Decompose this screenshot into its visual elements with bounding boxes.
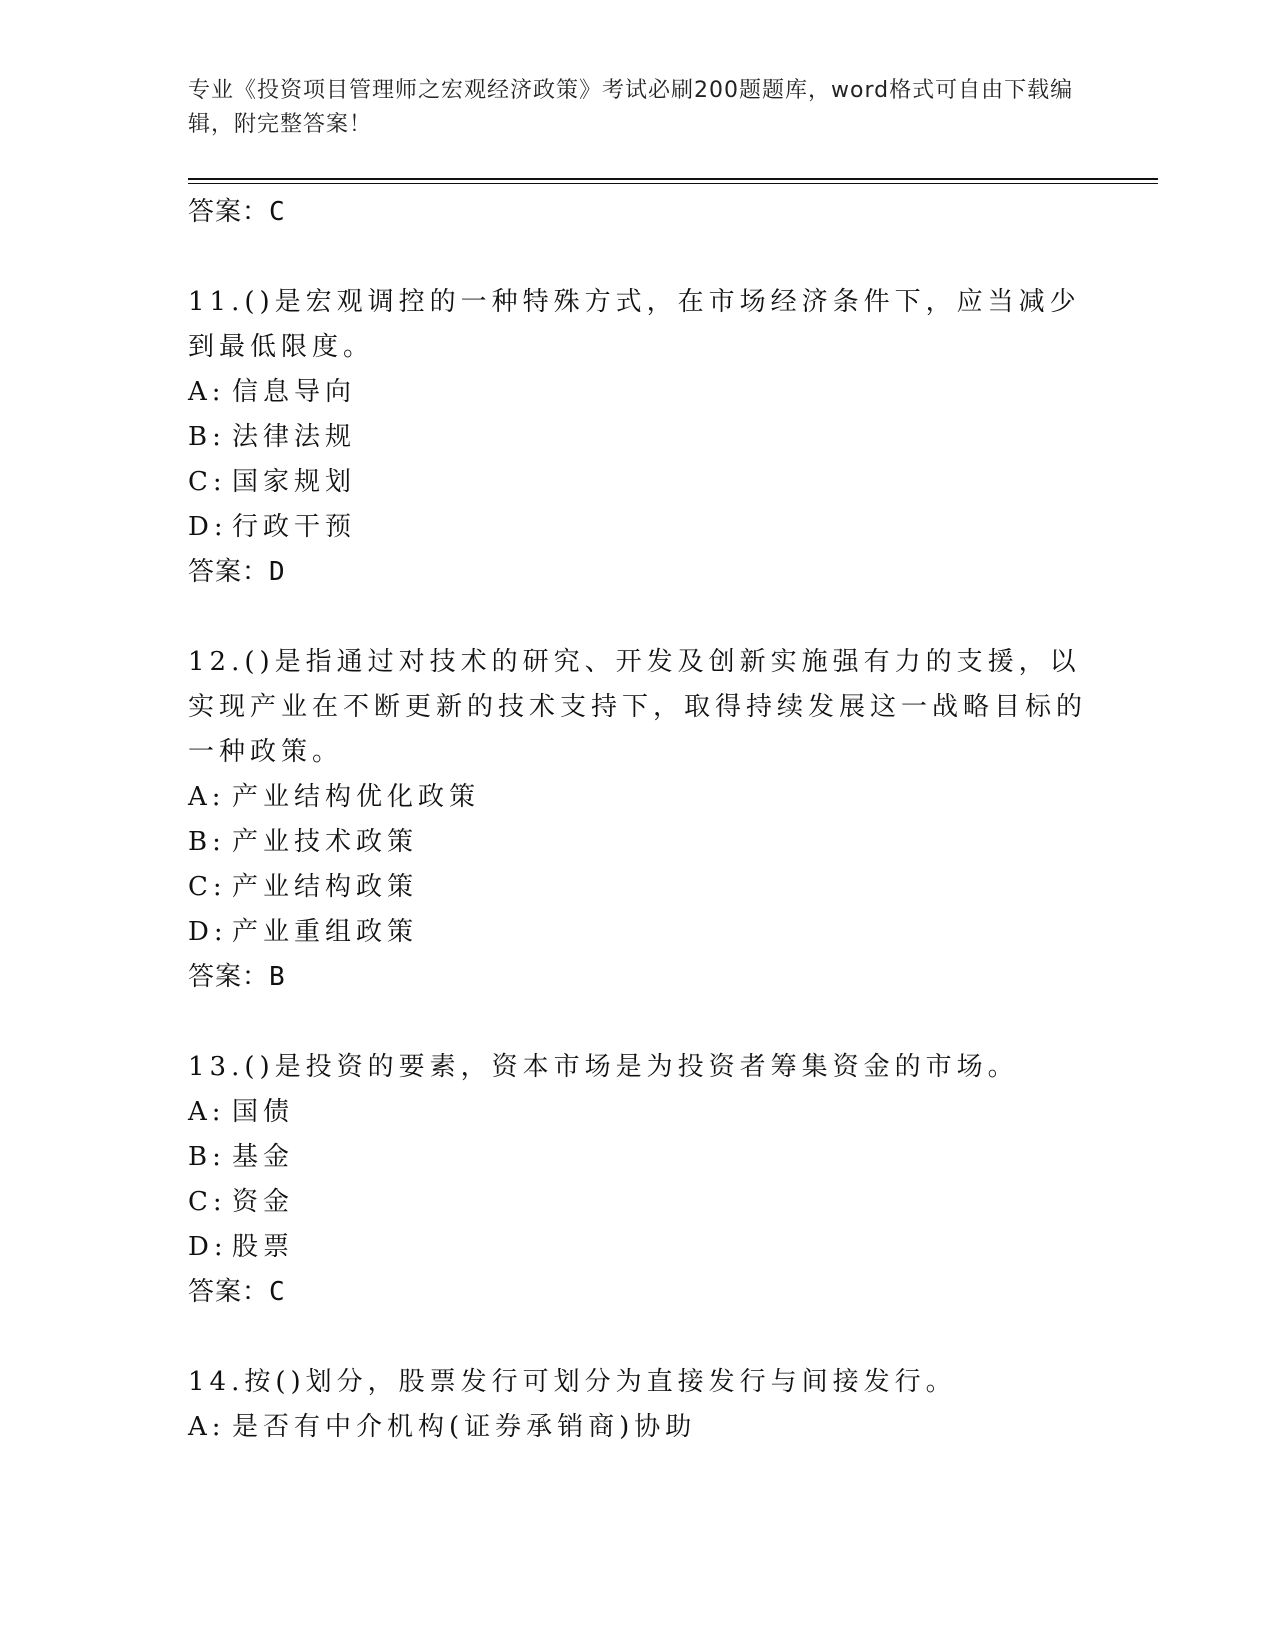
answer-value: B [269,962,286,992]
header-divider-thin [188,183,1158,184]
option-d [188,910,1088,955]
option-key: B: [188,1142,226,1172]
option-text: 产业结构优化政策 [232,782,481,812]
option-text: 行政干预 [232,512,357,542]
answer-value: C [269,1277,286,1307]
option-key: C: [188,872,227,902]
option-key: A: [188,377,226,407]
option-key: A: [188,1412,226,1442]
option-key: A: [188,782,226,812]
question-13 [188,1045,1088,1314]
option-key: D: [188,1232,228,1262]
option-b [188,1135,1088,1180]
question-14 [188,1360,1088,1450]
answer-label: 答案： [188,557,270,587]
option-key: D: [188,917,228,947]
option-text: 产业重组政策 [232,917,419,947]
question-12 [188,640,1088,999]
option-key: A: [188,1097,226,1127]
answer-value: D [269,557,286,587]
option-text: 法律法规 [232,422,357,452]
option-d [188,505,1088,550]
option-a [188,1090,1088,1135]
option-key: C: [188,1187,227,1217]
answer-value: C [269,197,286,227]
option-key: C: [188,467,227,497]
previous-answer [188,190,1088,234]
option-c [188,865,1088,910]
option-c [188,1180,1088,1225]
option-text: 资金 [232,1187,295,1217]
question-list [188,190,1088,1450]
answer-label: 答案： [188,197,270,227]
option-b [188,820,1088,865]
option-d [188,1225,1088,1270]
question-stem: 12.()是指通过对技术的研究、开发及创新实施强有力的支援，以实现产业在不断更新的技术支持下，取得持续发展这一战略目标的一种政策。 [188,647,1088,767]
question-answer [188,955,1088,999]
header-divider [188,178,1158,180]
option-text: 产业技术政策 [232,827,419,857]
option-text: 股票 [232,1232,295,1262]
question-answer [188,1270,1088,1314]
option-text: 信息导向 [232,377,357,407]
option-text: 国债 [232,1097,295,1127]
answer-label: 答案： [188,962,270,992]
option-text: 产业结构政策 [232,872,419,902]
option-a [188,1405,1088,1450]
option-key: D: [188,512,228,542]
question-stem: 14.按()划分，股票发行可划分为直接发行与间接发行。 [188,1367,957,1397]
option-key: B: [188,827,226,857]
option-text: 是否有中介机构(证券承销商)协助 [232,1412,697,1442]
question-stem: 11.()是宏观调控的一种特殊方式，在市场经济条件下，应当减少到最低限度。 [188,287,1081,362]
answer-label: 答案： [188,1277,270,1307]
option-key: B: [188,422,226,452]
question-answer [188,550,1088,594]
question-stem: 13.()是投资的要素，资本市场是为投资者筹集资金的市场。 [188,1052,1019,1082]
option-text: 基金 [232,1142,295,1172]
option-a [188,775,1088,820]
page-header: 专业《投资项目管理师之宏观经济政策》考试必刷200题题库，word格式可自由下载编辑，附完整答案！ [188,78,1074,137]
option-text: 国家规划 [232,467,357,497]
option-b [188,415,1088,460]
question-11 [188,280,1088,594]
option-a [188,370,1088,415]
option-c [188,460,1088,505]
